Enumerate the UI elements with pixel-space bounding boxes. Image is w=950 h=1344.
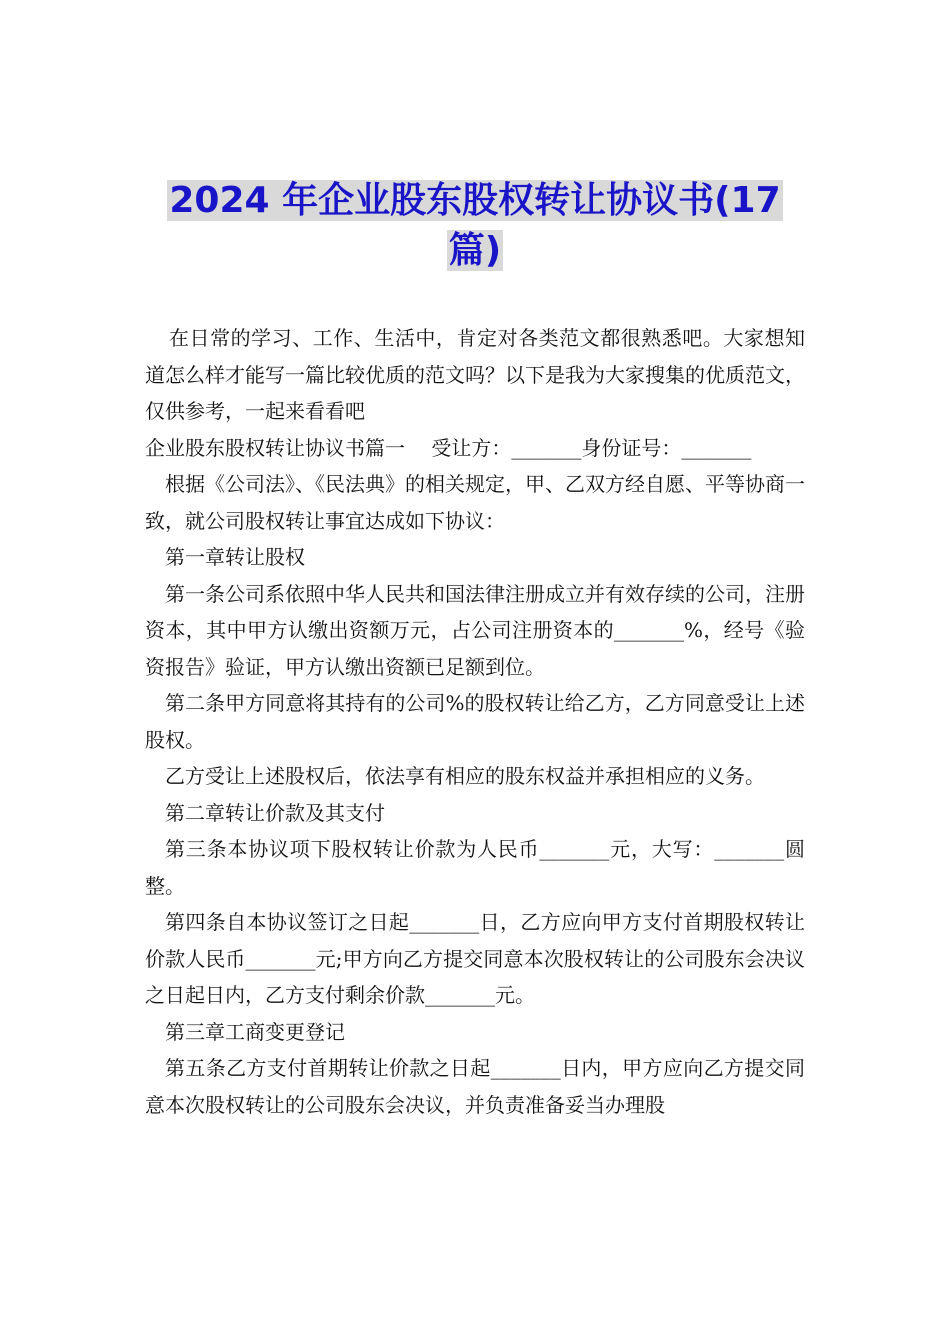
article-paragraph: 第四条自本协议签订之日起_______日，乙方应向甲方支付首期股权转让价款人民币_______元;甲方向乙方提交同意本次股权转让的公司股东会决议之日起日内，乙方支付剩余价款_______元。 [145, 910, 805, 1007]
chapter-heading: 第一章转让股权 [165, 545, 305, 569]
article-paragraph: 第一条公司系依照中华人民共和国法律注册成立并有效存续的公司，注册资本，其中甲方认缴出资额万元，占公司注册资本的_______%，经号《验资报告》验证，甲方认缴出资额已足额到位。 [145, 581, 805, 679]
document-title [145, 176, 805, 276]
title-line-1: 2024 年企业股东股权转让协议书(17 [169, 180, 781, 221]
chapter-heading: 第二章转让价款及其支付 [165, 800, 385, 825]
agreement-header-paragraph: 企业股东股权转让协议书篇一 受让方：_______身份证号：_______ [145, 435, 752, 460]
article-paragraph: 第三条本协议项下股权转让价款为人民币_______元，大写：_______圆整。 [145, 837, 805, 898]
chapter-heading: 第三章工商变更登记 [165, 1019, 345, 1044]
document-body [145, 320, 805, 1123]
title-line-2: 篇) [448, 230, 502, 271]
article-paragraph: 乙方受让上述股权后，依法享有相应的股东权益并承担相应的义务。 [165, 764, 765, 788]
article-paragraph: 第五条乙方支付首期转让价款之日起_______日内，甲方应向乙方提交同意本次股权转让的公司股东会决议，并负责准备妥当办理股 [145, 1056, 805, 1117]
preamble-paragraph: 根据《公司法》、《民法典》的相关规定，甲、乙双方经自愿、平等协商一致，就公司股权转让事宜达成如下协议： [145, 472, 805, 533]
article-paragraph: 第二条甲方同意将其持有的公司%的股权转让给乙方，乙方同意受让上述股权。 [145, 691, 805, 752]
intro-paragraph: 在日常的学习、工作、生活中，肯定对各类范文都很熟悉吧。大家想知道怎么样才能写一篇比较优质的范文吗？以下是我为大家搜集的优质范文，仅供参考，一起来看看吧 [145, 326, 805, 423]
